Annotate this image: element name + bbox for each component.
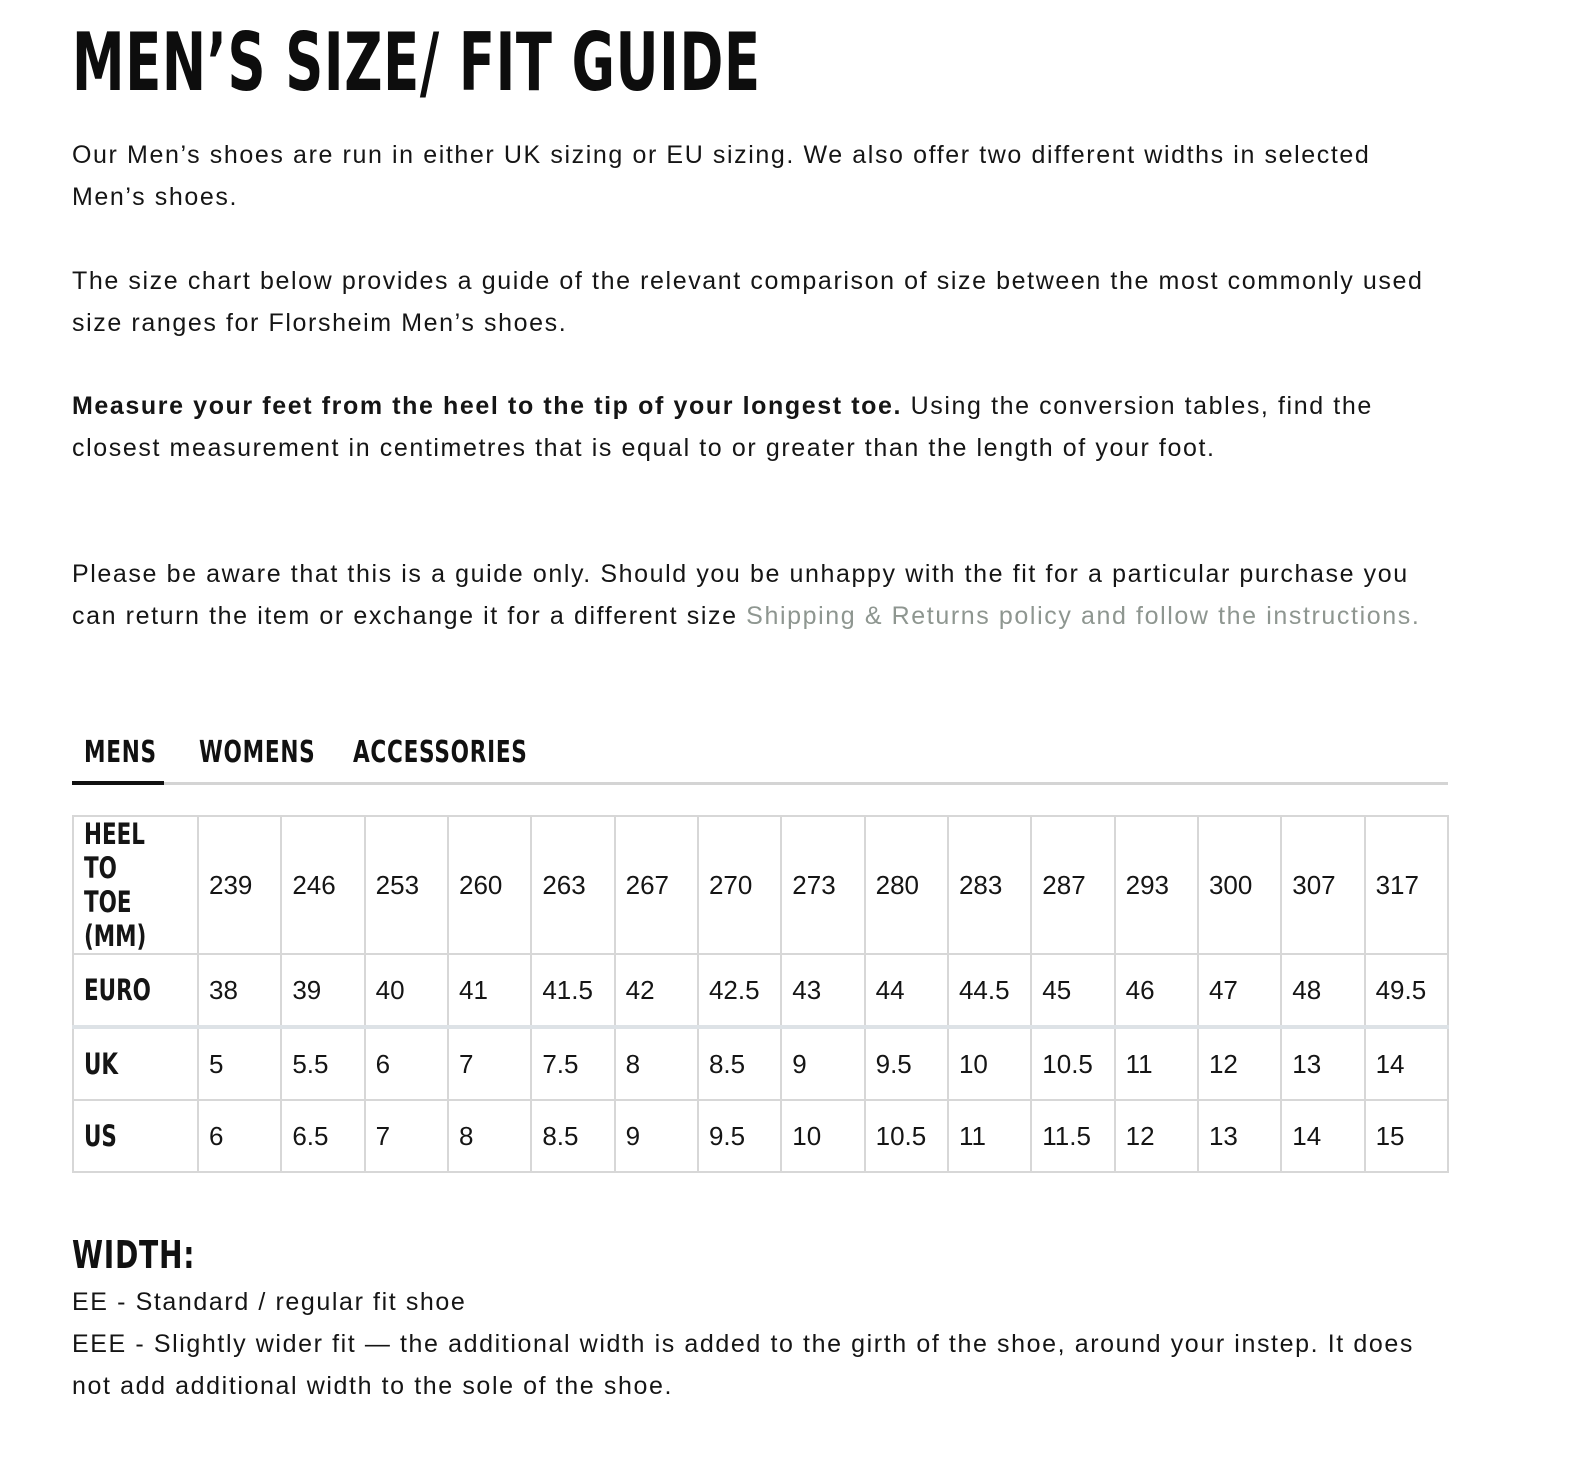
size-cell: 46	[1115, 954, 1198, 1027]
size-cell: 12	[1198, 1027, 1281, 1100]
size-cell: 5	[198, 1027, 281, 1100]
size-cell: 9.5	[865, 1027, 948, 1100]
size-cell: 47	[1198, 954, 1281, 1027]
width-descriptions	[72, 1281, 1448, 1407]
size-cell: 9	[781, 1027, 864, 1100]
size-cell: 11.5	[1031, 1100, 1114, 1172]
size-cell: 8.5	[698, 1027, 781, 1100]
size-cell: 8	[615, 1027, 698, 1100]
size-cell: 43	[781, 954, 864, 1027]
shipping-returns-link[interactable]: Shipping & Returns policy and follow the instructions.	[746, 602, 1421, 630]
size-cell: 13	[1281, 1027, 1364, 1100]
size-cell: 11	[1115, 1027, 1198, 1100]
row-header-label: HEEL TO TOE (MM)	[84, 817, 147, 953]
size-guide-page	[72, 0, 1448, 1400]
size-cell: 45	[1031, 954, 1114, 1027]
size-cell: 307	[1281, 816, 1364, 954]
size-cell: 10	[781, 1100, 864, 1172]
width-item-ee: EE - Standard / regular fit shoe	[72, 1288, 467, 1316]
size-cell: 287	[1031, 816, 1114, 954]
size-cell: 267	[615, 816, 698, 954]
size-cell: 14	[1281, 1100, 1364, 1172]
page-title: MEN’S SIZE/ FIT GUIDE	[72, 16, 761, 109]
size-cell: 9	[615, 1100, 698, 1172]
tab-womens[interactable]	[199, 730, 361, 782]
measure-instruction-bold: Measure your feet from the heel to the tip of your longest toe.	[72, 392, 903, 420]
size-cell: 317	[1365, 816, 1448, 954]
size-cell: 10	[948, 1027, 1031, 1100]
size-cell: 253	[365, 816, 448, 954]
width-item-eee: EEE - Slightly wider fit — the additional width is added to the girth of the shoe, around your instep. It does not add additional width to the sole of the shoe.	[72, 1330, 1414, 1400]
disclaimer-text: Please be aware that this is a guide only. Should you be unhappy with the fit for a particular purchase you can return the item or exchange it for a different size	[72, 560, 1409, 630]
size-cell: 44.5	[948, 954, 1031, 1027]
heel-to-toe-row	[73, 816, 1448, 954]
size-cell: 41	[448, 954, 531, 1027]
size-cell: 293	[1115, 816, 1198, 954]
size-cell: 10.5	[1031, 1027, 1114, 1100]
size-cell: 10.5	[865, 1100, 948, 1172]
size-cell: 273	[781, 816, 864, 954]
us-row	[73, 1100, 1448, 1172]
size-cell: 13	[1198, 1100, 1281, 1172]
tab-womens-label: WOMENS	[199, 735, 316, 770]
row-header	[73, 954, 198, 1027]
size-cell: 9.5	[698, 1100, 781, 1172]
size-cell: 280	[865, 816, 948, 954]
size-cell: 6	[198, 1100, 281, 1172]
width-section-title: WIDTH:	[72, 1233, 196, 1277]
size-cell: 15	[1365, 1100, 1448, 1172]
row-header-label: US	[84, 1119, 117, 1153]
size-cell: 7.5	[531, 1027, 614, 1100]
size-cell: 8	[448, 1100, 531, 1172]
size-cell: 14	[1365, 1027, 1448, 1100]
size-cell: 40	[365, 954, 448, 1027]
tab-accessories[interactable]	[353, 730, 595, 782]
size-cell: 39	[281, 954, 364, 1027]
size-cell: 7	[448, 1027, 531, 1100]
size-cell: 48	[1281, 954, 1364, 1027]
size-cell: 263	[531, 816, 614, 954]
size-cell: 260	[448, 816, 531, 954]
euro-row	[73, 954, 1448, 1027]
tab-mens-label: MENS	[84, 735, 157, 770]
size-conversion-table	[72, 815, 1449, 1173]
row-header	[73, 1027, 198, 1100]
size-cell: 6.5	[281, 1100, 364, 1172]
intro-paragraph-disclaimer	[72, 553, 1448, 637]
size-category-tabs	[72, 730, 1448, 785]
size-cell: 42.5	[698, 954, 781, 1027]
size-cell: 49.5	[1365, 954, 1448, 1027]
intro-paragraph-chart: The size chart below provides a guide of the relevant comparison of size between the most commonly used size ranges for Florsheim Men’s shoes.	[72, 267, 1424, 337]
size-cell: 7	[365, 1100, 448, 1172]
row-header	[73, 1100, 198, 1172]
tab-mens[interactable]	[72, 730, 164, 782]
size-cell: 6	[365, 1027, 448, 1100]
size-cell: 5.5	[281, 1027, 364, 1100]
size-cell: 283	[948, 816, 1031, 954]
intro-paragraph-sizing: Our Men’s shoes are run in either UK sizing or EU sizing. We also offer two different widths in selected Men’s shoes.	[72, 141, 1371, 211]
size-cell: 12	[1115, 1100, 1198, 1172]
size-cell: 44	[865, 954, 948, 1027]
row-header	[73, 816, 198, 954]
size-cell: 300	[1198, 816, 1281, 954]
size-cell: 239	[198, 816, 281, 954]
intro-paragraph-measure	[72, 385, 1448, 469]
size-cell: 270	[698, 816, 781, 954]
size-cell: 11	[948, 1100, 1031, 1172]
uk-row	[73, 1027, 1448, 1100]
row-header-label: UK	[84, 1047, 119, 1081]
tab-accessories-label: ACCESSORIES	[353, 735, 528, 770]
row-header-label: EURO	[84, 973, 151, 1007]
size-cell: 8.5	[531, 1100, 614, 1172]
size-cell: 42	[615, 954, 698, 1027]
size-cell: 246	[281, 816, 364, 954]
size-cell: 38	[198, 954, 281, 1027]
size-cell: 41.5	[531, 954, 614, 1027]
measure-instruction-rest: Using the conversion tables, find the closest measurement in centimetres that is equal to or greater than the length of your foot.	[72, 392, 1373, 462]
